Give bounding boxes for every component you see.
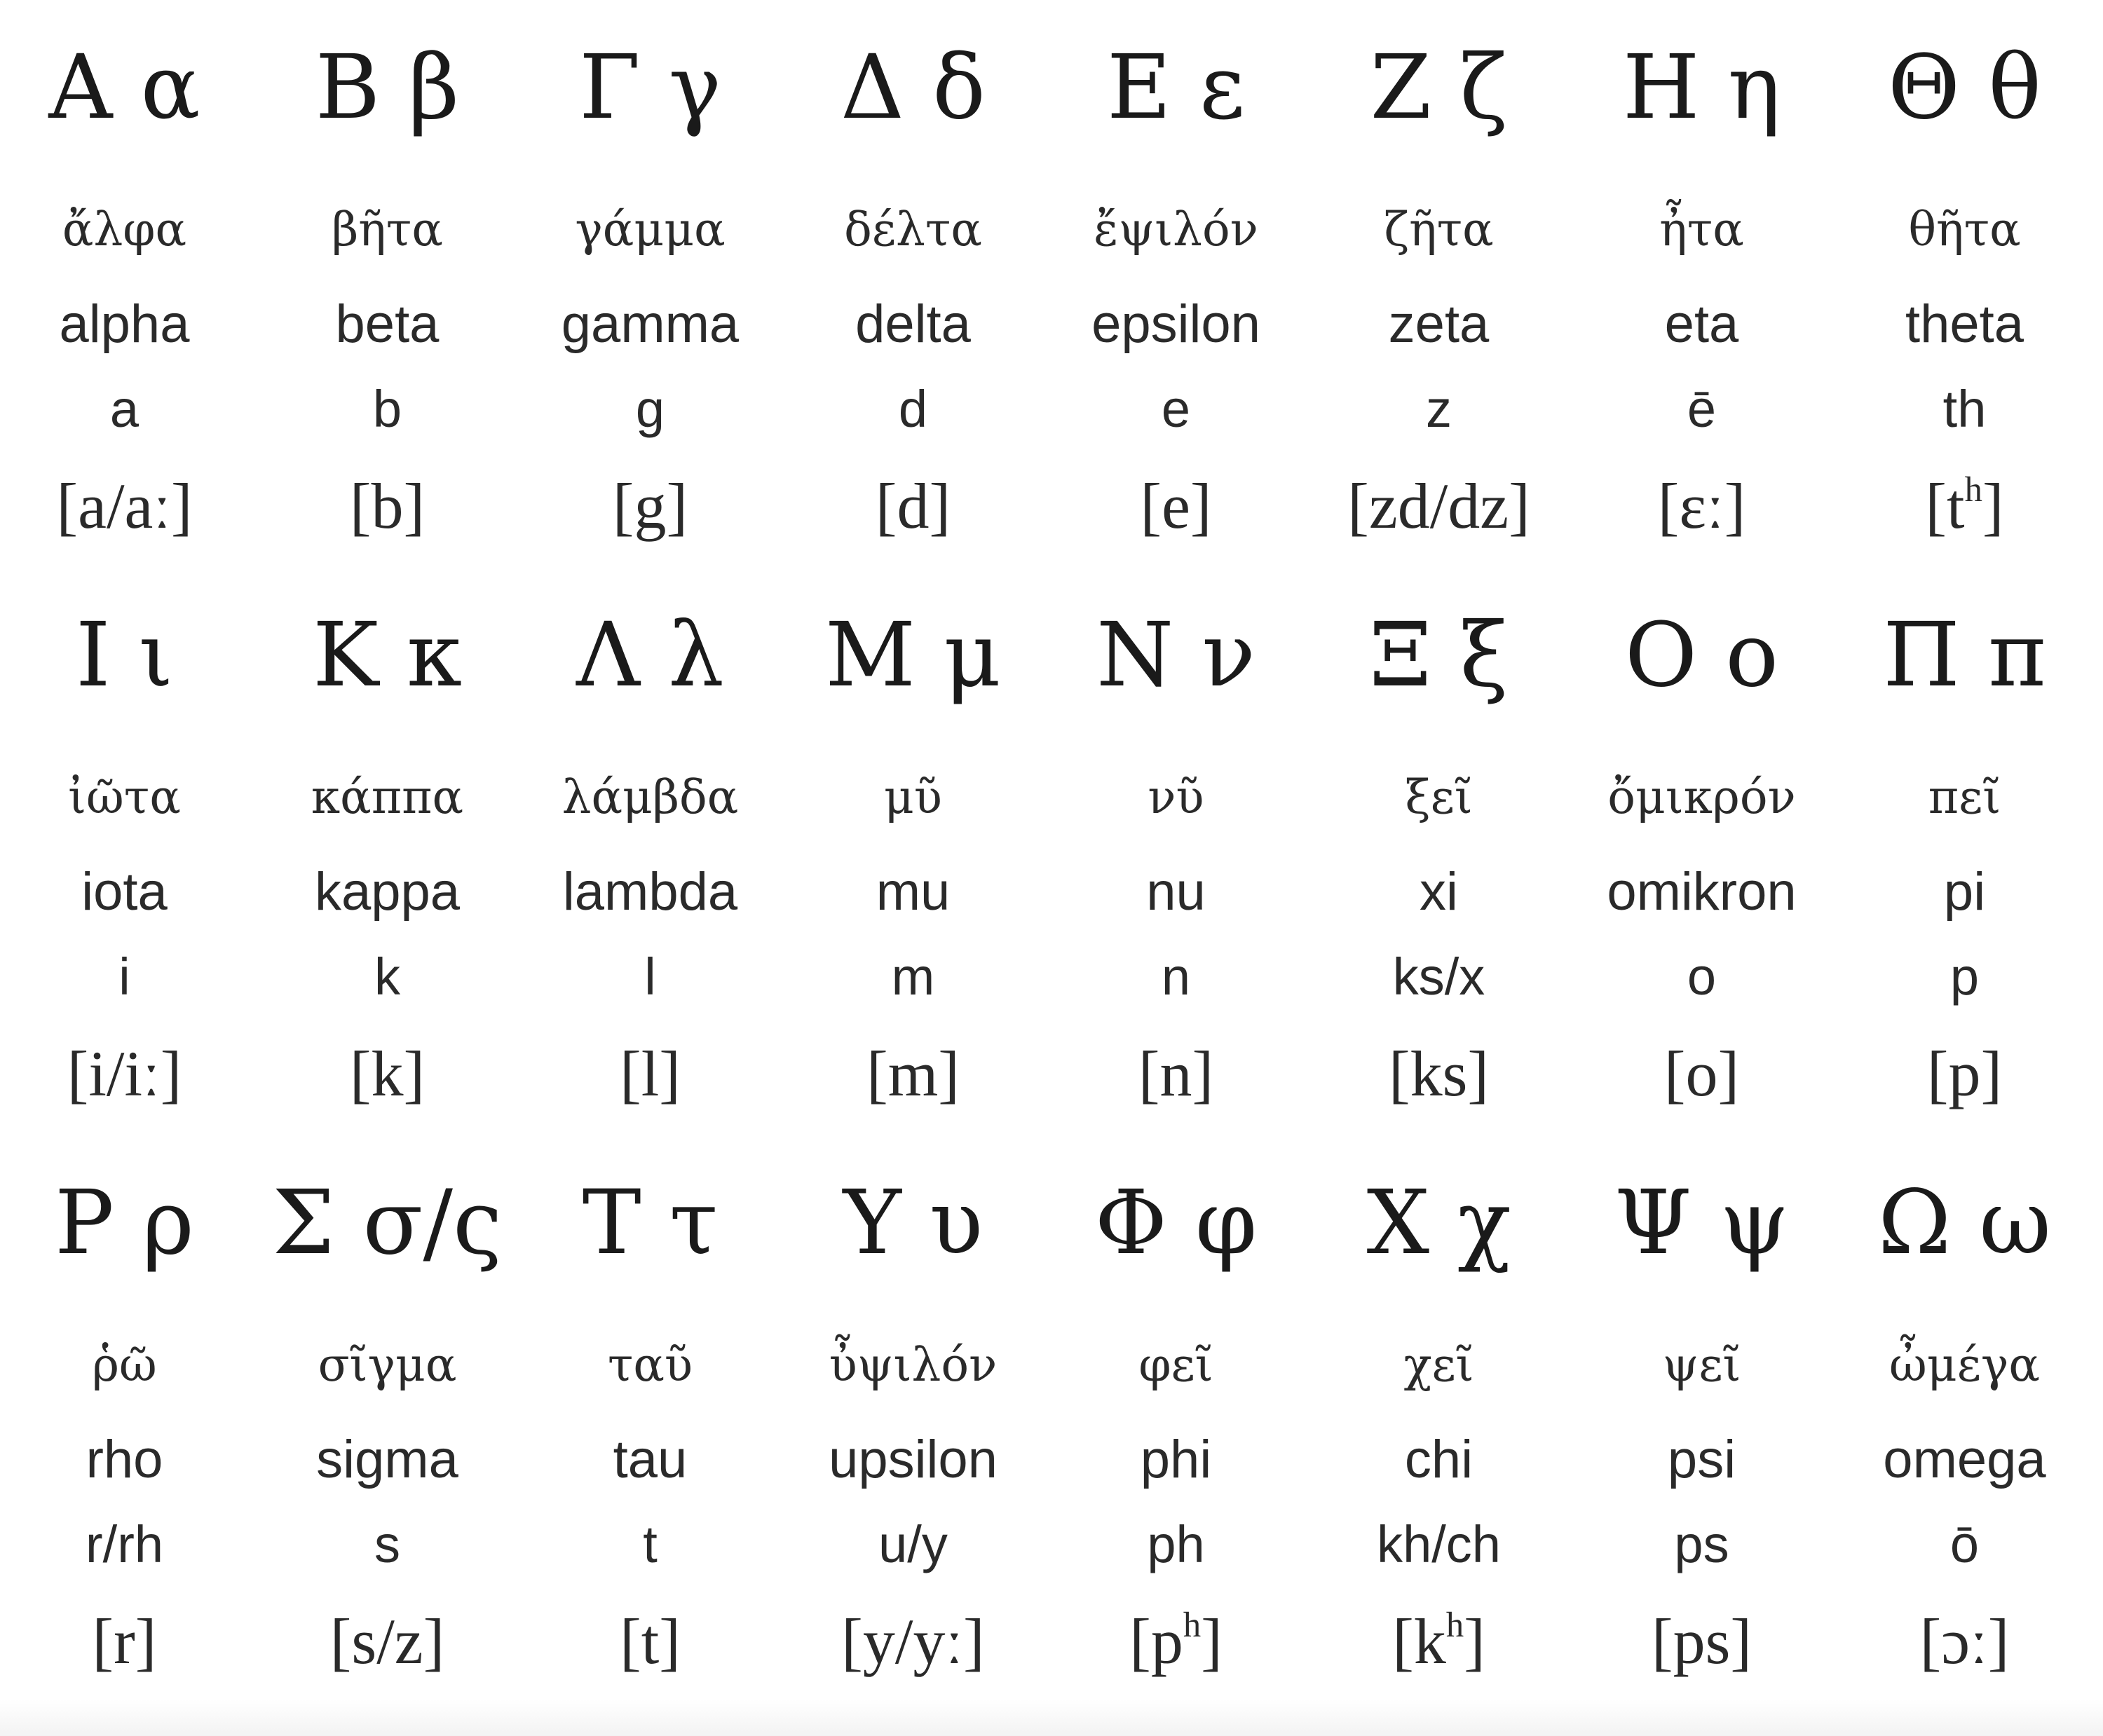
greek-name: ὦμέγα	[1889, 1338, 2040, 1392]
ipa-pronunciation: [ɔː]	[1919, 1606, 2010, 1677]
letter-cell-tau	[519, 1135, 782, 1703]
english-name: zeta	[1388, 294, 1490, 354]
english-name: kappa	[314, 862, 461, 922]
letter-cell-chi	[1307, 1135, 1570, 1703]
ipa-pronunciation	[1833, 470, 2096, 542]
transliteration: ō	[1949, 1515, 1980, 1573]
letter-glyphs: Ε ε	[1106, 36, 1246, 139]
english-name: eta	[1664, 294, 1739, 354]
greek-name: θῆτα	[1908, 203, 2021, 257]
transliteration: o	[1687, 948, 1717, 1006]
letter-glyphs: Ι ι	[75, 603, 174, 706]
transliteration: i	[118, 948, 130, 1006]
letter-glyphs: Ψ ψ	[1614, 1171, 1790, 1274]
greek-name: μῦ	[883, 770, 942, 824]
english-name: upsilon	[829, 1430, 998, 1489]
ipa-pronunciation: [r]	[92, 1606, 157, 1677]
letter-cell-pi	[1833, 568, 2096, 1135]
transliteration: b	[372, 380, 402, 438]
ipa-aspiration-mark: h	[1964, 470, 1982, 510]
english-name: sigma	[316, 1430, 458, 1489]
ipa-close-bracket: ]	[1464, 1606, 1485, 1677]
ipa-pronunciation	[1307, 1605, 1570, 1677]
english-name: omega	[1883, 1430, 2046, 1489]
greek-name: ἦτα	[1659, 203, 1744, 257]
english-name: omikron	[1607, 862, 1797, 922]
letter-glyphs: Α α	[48, 36, 200, 139]
greek-name: ῥῶ	[92, 1338, 157, 1392]
letter-cell-epsilon	[1044, 0, 1307, 568]
ipa-aspiration-mark: h	[1183, 1605, 1202, 1645]
greek-name: βῆτα	[332, 203, 443, 257]
english-name: xi	[1420, 862, 1458, 922]
greek-name: χεῖ	[1403, 1338, 1474, 1392]
english-name: pi	[1943, 862, 1986, 922]
greek-name: λάμβδα	[562, 770, 739, 824]
ipa-close-bracket: ]	[1201, 1606, 1223, 1677]
letter-cell-delta	[782, 0, 1044, 568]
english-name: delta	[855, 294, 971, 354]
ipa-pronunciation: [b]	[349, 470, 426, 542]
english-name: epsilon	[1091, 294, 1260, 354]
letter-glyphs: Μ μ	[825, 603, 1001, 706]
letter-glyphs: Δ δ	[840, 36, 986, 139]
letter-glyphs: Ω ω	[1877, 1171, 2052, 1274]
ipa-aspiration-mark: h	[1445, 1605, 1464, 1645]
ipa-pronunciation: [zd/dz]	[1347, 470, 1530, 542]
letter-glyphs: Λ λ	[576, 603, 724, 706]
english-name: theta	[1905, 294, 2024, 354]
letter-cell-xi	[1307, 568, 1570, 1135]
ipa-pronunciation: [e]	[1140, 470, 1212, 542]
letter-glyphs: Κ κ	[313, 603, 462, 706]
letter-cell-lambda	[519, 568, 782, 1135]
letter-cell-kappa	[256, 568, 519, 1135]
letter-cell-nu	[1044, 568, 1307, 1135]
greek-name: ξεῖ	[1405, 770, 1473, 824]
english-name: rho	[86, 1430, 163, 1489]
letter-cell-sigma	[256, 1135, 519, 1703]
english-name: iota	[81, 862, 168, 922]
english-name: alpha	[59, 294, 190, 354]
greek-name: ὄμικρόν	[1607, 770, 1796, 824]
letter-cell-omikron	[1570, 568, 1833, 1135]
transliteration: k	[374, 948, 400, 1006]
letter-glyphs: Ζ ζ	[1370, 36, 1508, 139]
ipa-pronunciation: [l]	[620, 1038, 681, 1109]
greek-name: ὖψιλόν	[829, 1338, 998, 1392]
english-name: lambda	[562, 862, 738, 922]
letter-glyphs: Φ φ	[1094, 1171, 1258, 1274]
letter-glyphs: Σ σ/ς	[272, 1171, 503, 1274]
greek-name: ψεῖ	[1662, 1338, 1741, 1392]
transliteration: l	[644, 948, 656, 1006]
letter-glyphs: Η η	[1622, 36, 1781, 139]
ipa-pronunciation	[1044, 1605, 1307, 1677]
letter-cell-mu	[782, 568, 1044, 1135]
ipa-pronunciation: [ps]	[1651, 1606, 1752, 1677]
transliteration: a	[109, 380, 139, 438]
greek-name: πεῖ	[1928, 770, 2001, 824]
letter-glyphs: Θ θ	[1887, 36, 2042, 139]
transliteration: ē	[1687, 380, 1717, 438]
greek-name: φεῖ	[1138, 1338, 1213, 1392]
letter-cell-eta	[1570, 0, 1833, 568]
letter-glyphs: Τ τ	[582, 1171, 719, 1274]
transliteration: kh/ch	[1377, 1515, 1501, 1573]
transliteration: z	[1426, 380, 1452, 438]
transliteration: s	[374, 1515, 400, 1573]
ipa-close-bracket: ]	[1982, 470, 2004, 542]
letter-glyphs: Π π	[1883, 603, 2046, 706]
letter-glyphs: Ο ο	[1624, 603, 1779, 706]
greek-name: νῦ	[1148, 770, 1204, 824]
letter-cell-beta	[256, 0, 519, 568]
ipa-base: [k	[1392, 1606, 1446, 1677]
ipa-pronunciation: [ɛː]	[1657, 470, 1746, 542]
letter-cell-iota	[0, 568, 256, 1135]
letter-cell-upsilon	[782, 1135, 1044, 1703]
letter-cell-alpha	[0, 0, 256, 568]
ipa-pronunciation: [ks]	[1388, 1038, 1490, 1109]
transliteration: m	[891, 948, 935, 1006]
transliteration: t	[643, 1515, 658, 1573]
greek-name: ἔψιλόν	[1094, 203, 1258, 257]
transliteration: ks/x	[1392, 948, 1485, 1006]
english-name: phi	[1140, 1430, 1212, 1489]
letter-cell-rho	[0, 1135, 256, 1703]
greek-name: ἰῶτα	[68, 770, 181, 824]
greek-name: δέλτα	[844, 203, 982, 257]
letter-cell-theta	[1833, 0, 2096, 568]
ipa-pronunciation: [t]	[620, 1606, 681, 1677]
letter-cell-psi	[1570, 1135, 1833, 1703]
ipa-pronunciation: [s/z]	[329, 1606, 445, 1677]
letter-cell-gamma	[519, 0, 782, 568]
transliteration: p	[1949, 948, 1980, 1006]
ipa-pronunciation: [y/yː]	[841, 1606, 985, 1677]
ipa-pronunciation: [m]	[866, 1038, 960, 1109]
transliteration: ph	[1147, 1515, 1205, 1573]
letter-glyphs: Ρ ρ	[55, 1171, 194, 1274]
letter-glyphs: Χ χ	[1366, 1171, 1511, 1274]
english-name: psi	[1667, 1430, 1736, 1489]
greek-name: σῖγμα	[318, 1338, 457, 1392]
ipa-pronunciation: [n]	[1138, 1038, 1214, 1109]
transliteration: d	[898, 380, 928, 438]
transliteration: u/y	[878, 1515, 948, 1573]
transliteration: e	[1161, 380, 1191, 438]
english-name: gamma	[561, 294, 740, 354]
letter-glyphs: Γ γ	[579, 36, 721, 139]
ipa-pronunciation: [k]	[349, 1038, 426, 1109]
letter-cell-zeta	[1307, 0, 1570, 568]
ipa-pronunciation: [i/iː]	[67, 1038, 182, 1109]
english-name: mu	[876, 862, 951, 922]
letter-glyphs: Ν ν	[1096, 603, 1255, 706]
english-name: nu	[1146, 862, 1206, 922]
english-name: tau	[613, 1430, 688, 1489]
ipa-pronunciation: [o]	[1663, 1038, 1740, 1109]
transliteration: th	[1942, 380, 1987, 438]
english-name: chi	[1404, 1430, 1474, 1489]
transliteration: n	[1161, 948, 1191, 1006]
english-name: beta	[335, 294, 440, 354]
ipa-pronunciation: [d]	[875, 470, 951, 542]
greek-name: κάππα	[311, 770, 464, 824]
transliteration: ps	[1674, 1515, 1729, 1573]
transliteration: r/rh	[86, 1515, 163, 1573]
ipa-pronunciation: [p]	[1926, 1038, 2003, 1109]
letter-glyphs: Β β	[315, 36, 460, 139]
letter-cell-phi	[1044, 1135, 1307, 1703]
letter-glyphs: Ξ ξ	[1369, 603, 1509, 706]
bottom-edge-shade	[0, 1700, 2103, 1736]
greek-name: ἄλφα	[62, 203, 187, 257]
transliteration: g	[635, 380, 665, 438]
greek-name: γάμμα	[575, 203, 726, 257]
ipa-pronunciation: [g]	[612, 470, 688, 542]
ipa-base: [p	[1129, 1606, 1183, 1677]
ipa-pronunciation: [a/aː]	[56, 470, 193, 542]
letter-cell-omega	[1833, 1135, 2096, 1703]
ipa-base: [t	[1925, 470, 1965, 542]
greek-name: ζῆτα	[1384, 203, 1494, 257]
letter-glyphs: Υ υ	[843, 1171, 984, 1274]
greek-name: ταῦ	[607, 1338, 693, 1392]
